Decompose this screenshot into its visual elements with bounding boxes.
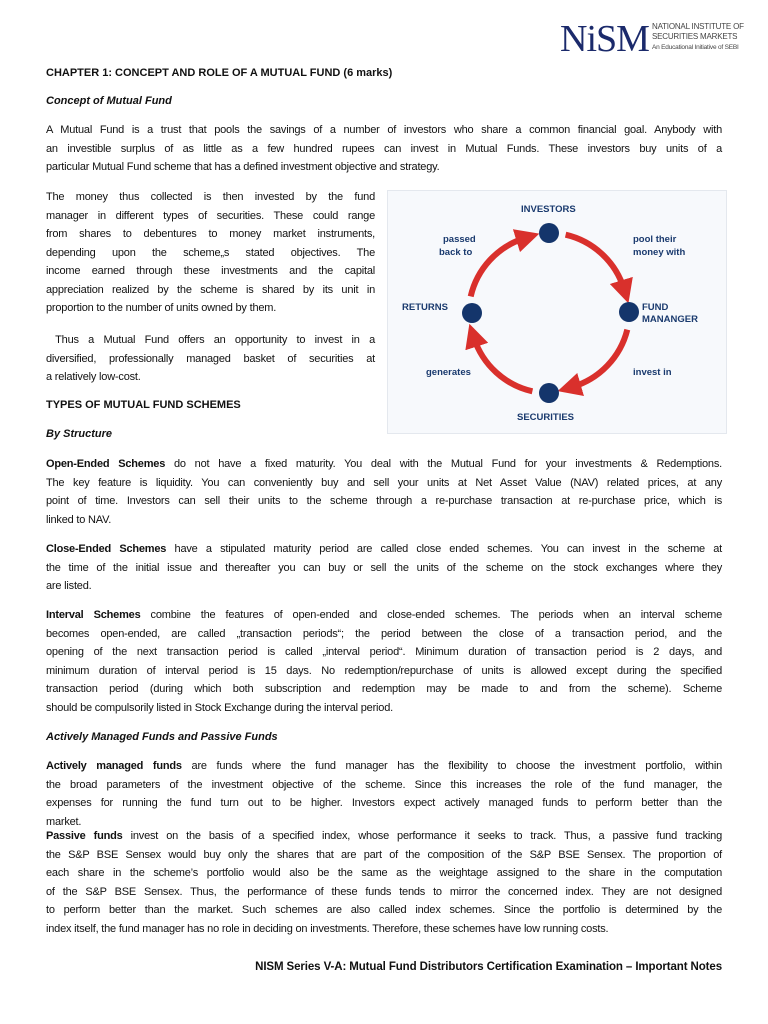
line-text: do not have a fixed maturity. You deal with the Mutual Fund for your investments & Redemptions.	[165, 458, 722, 470]
line-text: minimum duration of interval period is 15 days. No redemption/repurchase of units is allowed except during the specified	[46, 664, 722, 677]
line-text: appreciation realized by the scheme is shared by its unit in	[46, 283, 375, 296]
text-line	[46, 846, 722, 865]
text-line	[46, 244, 375, 263]
text-line	[46, 662, 722, 681]
node-fund-manager	[619, 302, 639, 322]
paragraph-close-ended	[46, 540, 722, 596]
text-line	[46, 643, 722, 662]
text-line	[46, 757, 722, 776]
line-text: A Mutual Fund is a trust that pools the savings of a number of investors who share a common financial goal. Anybody with	[46, 124, 722, 136]
text-line	[46, 492, 722, 511]
line-text: particular Mutual Fund scheme that has a defined investment objective and strategy.	[46, 161, 440, 173]
line-text: diversified, professionally managed basket of securities at	[46, 352, 375, 365]
line-text: the time of the initial issue and thereafter you can buy or sell the units of the scheme on the stock exchanges where they	[46, 561, 722, 574]
page-footer: NISM Series V-A: Mutual Fund Distributors Certification Examination – Important Notes	[255, 961, 722, 973]
nism-logo	[560, 18, 744, 63]
label-returns: RETURNS	[402, 302, 448, 313]
term-lead: Actively managed funds	[46, 760, 182, 772]
line-text: the broad parameters of the investment objective of the scheme. Since this increases the role of the fund manager, the	[46, 778, 722, 791]
line-text: to perform better than the market. Such schemes are also called index schemes. Since the portfolio is determined by the	[46, 904, 722, 916]
label-passed-2: back to	[439, 247, 473, 258]
mutual-fund-cycle-diagram	[387, 190, 727, 434]
arrow-investors-to-fund-manager	[566, 235, 624, 289]
term-lead: Close-Ended Schemes	[46, 543, 167, 555]
arrow-fund-manager-to-securities	[572, 330, 627, 387]
line-text: the S&P BSE Sensex would buy only the shares that are part of the composition of the S&P BSE Sensex. The proportion of	[46, 848, 722, 861]
line-text: The money thus collected is then invested by the fund	[46, 191, 375, 203]
chapter-title: CHAPTER 1: CONCEPT AND ROLE OF A MUTUAL FUND (6 marks)	[46, 67, 393, 79]
text-line	[46, 827, 722, 846]
line-text: each share in the scheme’s portfolio would also be the same as the weightage assigned to the share in the computation	[46, 867, 722, 879]
line-text: The key feature is liquidity. You can conveniently buy and sell your units at Net Asset Value (NAV) related prices, at any	[46, 476, 722, 489]
logo-line2: SECURITIES MARKETS	[652, 32, 738, 41]
text-line	[46, 920, 722, 939]
active-passive-heading: Actively Managed Funds and Passive Funds	[46, 731, 278, 743]
line-text: index itself, the fund manager has no role in deciding on investments. Therefore, these schemes have low running costs.	[46, 922, 609, 935]
label-securities: SECURITIES	[517, 412, 575, 423]
paragraph-p1	[46, 121, 722, 177]
line-text: should be compulsorily listed in Stock Exchange during the interval period.	[46, 701, 393, 714]
line-text: expenses for running the fund turn out to be higher. Investors expect actively managed funds to perform better than the	[46, 797, 722, 809]
text-line	[46, 331, 375, 350]
line-text: becomes open-ended, are called „transaction periods“; the period between the close of a transaction period, and the	[46, 627, 722, 640]
line-text: are listed.	[46, 580, 92, 592]
text-line	[46, 699, 722, 718]
line-text: from shares to debentures to money market instruments,	[46, 228, 375, 240]
line-text: depending upon the scheme„s stated objectives. The	[46, 246, 375, 259]
line-text: transaction period (during which both subscription and redemption may be made to and from the scheme). Scheme	[46, 683, 722, 695]
text-line	[46, 281, 375, 300]
types-heading: TYPES OF MUTUAL FUND SCHEMES	[46, 399, 241, 411]
label-invest-in: invest in	[633, 367, 672, 378]
line-text: an investible surplus of as little as a few hundred rupees can invest in Mutual Funds. These investors buy units of a	[46, 142, 722, 155]
line-text: are funds where the fund manager has the flexibility to choose the investment portfolio, within	[181, 760, 723, 772]
term-lead: Passive funds	[46, 830, 123, 842]
node-investors	[539, 223, 559, 243]
line-text: invest on the basis of a specified index, whose performance it seeks to track. Thus, a passive fund tracking	[122, 830, 722, 842]
text-line	[46, 121, 722, 140]
logo-line1: NATIONAL INSTITUTE OF	[652, 22, 744, 31]
label-pool-2: money with	[633, 247, 686, 258]
node-securities	[539, 383, 559, 403]
line-text: income earned through these investments and the capital	[46, 265, 375, 277]
term-lead: Interval Schemes	[46, 609, 141, 621]
text-line	[46, 559, 722, 578]
label-fund-manager-1: FUND	[642, 302, 669, 313]
paragraph-passive	[46, 827, 722, 938]
paragraph-actively-managed	[46, 757, 722, 831]
text-line	[46, 577, 722, 596]
logo-mark: NiSM	[560, 18, 649, 60]
node-returns	[462, 303, 482, 323]
line-text: point of time. Investors can sell their units to the scheme through a re-purchase transaction at re-purchase price, which is	[46, 495, 722, 507]
line-text: proportion to the number of units owned by them.	[46, 302, 277, 314]
text-line	[46, 864, 722, 883]
label-pool-1: pool their	[633, 234, 677, 245]
label-investors: INVESTORS	[521, 204, 576, 215]
line-text: have a stipulated maturity period are called close ended schemes. You can invest in the scheme at	[166, 543, 723, 555]
arrow-returns-to-investors	[471, 238, 525, 296]
text-line	[46, 540, 722, 559]
line-text: linked to NAV.	[46, 513, 112, 526]
text-line	[46, 262, 375, 281]
text-line	[46, 188, 375, 207]
text-line	[46, 350, 375, 369]
text-line	[46, 455, 722, 474]
term-lead: Open-Ended Schemes	[46, 458, 166, 470]
paragraph-p3	[46, 331, 375, 387]
label-fund-manager-2: MANANGER	[642, 314, 698, 325]
line-text: manager in different types of securities. These could range	[46, 209, 375, 222]
text-line	[46, 207, 375, 226]
text-line	[46, 511, 722, 530]
text-line	[46, 883, 722, 902]
text-line	[46, 794, 722, 813]
line-text: combine the features of open-ended and close-ended schemes. The periods when an interval scheme	[140, 609, 723, 621]
line-text: market.	[46, 815, 82, 828]
text-line	[46, 606, 722, 625]
paragraph-interval	[46, 606, 722, 717]
structure-heading: By Structure	[46, 428, 113, 440]
text-line	[46, 680, 722, 699]
arrow-securities-to-returns	[474, 338, 532, 391]
concept-heading: Concept of Mutual Fund	[46, 95, 172, 107]
text-line	[46, 776, 722, 795]
text-line	[46, 474, 722, 493]
logo-line3: An Educational Initiative of SEBI	[652, 44, 739, 51]
line-text: opening of the next transaction period is called „interval period“. Minimum duration of transaction period is 2 days, and	[46, 646, 722, 658]
paragraph-open-ended	[46, 455, 722, 529]
text-line	[46, 225, 375, 244]
text-line	[46, 625, 722, 644]
line-text: Thus a Mutual Fund offers an opportunity to invest in a	[46, 334, 375, 346]
label-passed-1: passed	[443, 234, 476, 245]
line-text: of the S&P BSE Sensex. Thus, the performance of these funds tends to mirror the concerned index. They are not designed	[46, 885, 722, 898]
text-line	[46, 368, 375, 387]
text-line	[46, 140, 722, 159]
label-generates: generates	[426, 367, 471, 378]
text-line	[46, 158, 722, 177]
text-line	[46, 299, 375, 318]
paragraph-p2	[46, 188, 375, 318]
line-text: a relatively low-cost.	[46, 371, 141, 383]
text-line	[46, 901, 722, 920]
